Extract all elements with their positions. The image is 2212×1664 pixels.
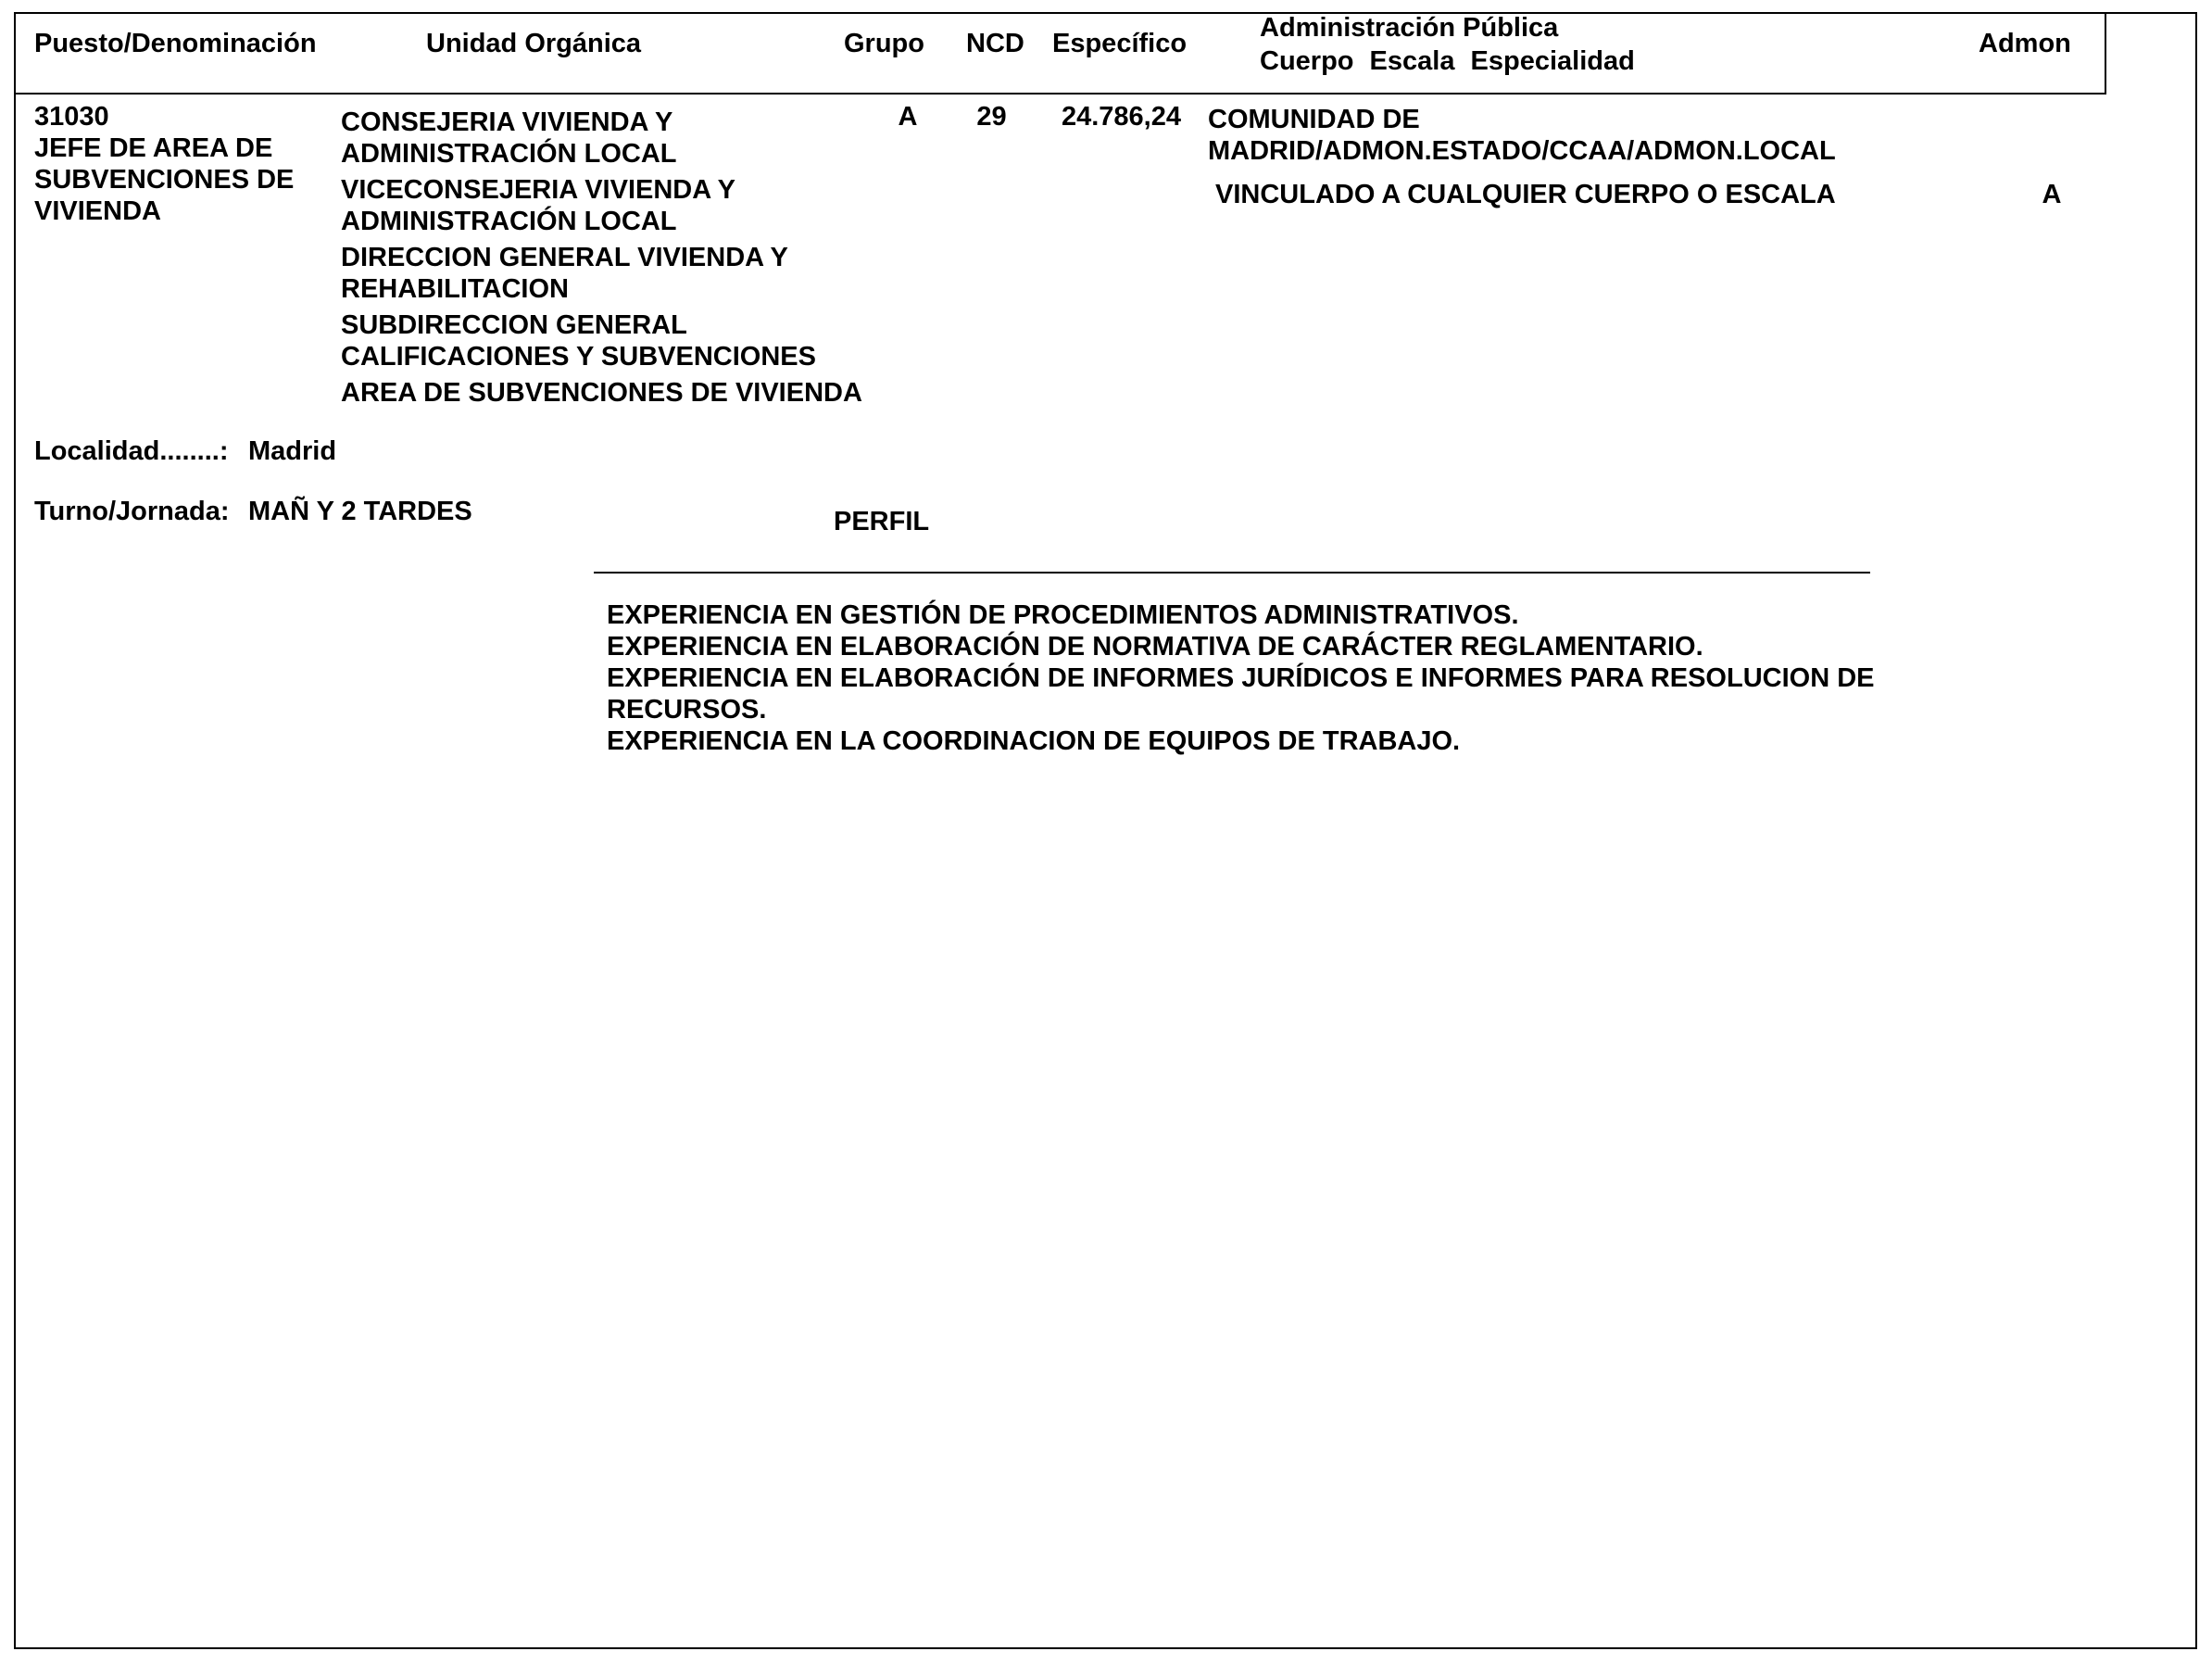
cell-grupo: A — [898, 102, 918, 132]
unidad-organica-item: AREA DE SUBVENCIONES DE VIVIENDA — [341, 378, 862, 408]
cell-cuerpo-escala: VINCULADO A CUALQUIER CUERPO O ESCALA — [1215, 180, 1836, 209]
cell-ncd: 29 — [976, 102, 1007, 132]
cell-admon: A — [2042, 180, 2062, 209]
header-right-divider — [2105, 14, 2106, 95]
cell-unidad-organica — [341, 107, 897, 413]
perfil-item: EXPERIENCIA EN ELABORACIÓN DE NORMATIVA DE CARÁCTER REGLAMENTARIO. — [607, 632, 1703, 662]
column-header-ncd: NCD — [966, 29, 1024, 58]
cell-puesto-denominacion — [34, 101, 321, 227]
column-header-especifico: Específico — [1052, 29, 1188, 58]
localidad-value: Madrid — [248, 436, 337, 466]
column-header-cuerpo-escala-especialidad: Cuerpo Escala Especialidad — [1260, 46, 1635, 76]
unidad-organica-item: CONSEJERIA VIVIENDA Y ADMINISTRACIÓN LOCAL — [341, 107, 677, 169]
cell-especifico: 24.786,24 — [1061, 102, 1181, 132]
column-header-admon: Admon — [1979, 29, 2071, 58]
column-header-puesto-denominacion: Puesto/Denominación — [34, 29, 317, 58]
header-bottom-rule — [16, 93, 2106, 95]
perfil-item: EXPERIENCIA EN GESTIÓN DE PROCEDIMIENTOS ADMINISTRATIVOS. — [607, 600, 1519, 630]
cell-administracion-publica: COMUNIDAD DE MADRID/ADMON.ESTADO/CCAA/ADMON.LOCAL — [1208, 105, 1836, 166]
column-header-unidad-organica: Unidad Orgánica — [426, 29, 642, 58]
puesto-codigo: 31030 — [34, 102, 109, 132]
unidad-organica-item: DIRECCION GENERAL VIVIENDA Y REHABILITACION — [341, 243, 788, 304]
unidad-organica-item: VICECONSEJERIA VIVIENDA Y ADMINISTRACIÓN LOCAL — [341, 175, 735, 236]
perfil-section-title: PERFIL — [834, 507, 930, 536]
perfil-item-list — [607, 599, 1959, 757]
unidad-organica-item: SUBDIRECCION GENERAL CALIFICACIONES Y SUBVENCIONES — [341, 310, 816, 372]
perfil-item: EXPERIENCIA EN LA COORDINACION DE EQUIPOS DE TRABAJO. — [607, 726, 1461, 756]
column-header-administracion-publica: Administración Pública — [1260, 13, 1559, 43]
turno-jornada-value: MAÑ Y 2 TARDES — [248, 497, 472, 526]
puesto-denominacion: JEFE DE AREA DE SUBVENCIONES DE VIVIENDA — [34, 133, 295, 226]
perfil-item: EXPERIENCIA EN ELABORACIÓN DE INFORMES JURÍDICOS E INFORMES PARA RESOLUCION DE RECURSOS. — [607, 663, 1875, 725]
localidad-label: Localidad........: — [34, 436, 229, 466]
column-header-grupo: Grupo — [844, 29, 924, 58]
perfil-divider-rule — [594, 572, 1870, 574]
turno-jornada-label: Turno/Jornada: — [34, 497, 230, 526]
